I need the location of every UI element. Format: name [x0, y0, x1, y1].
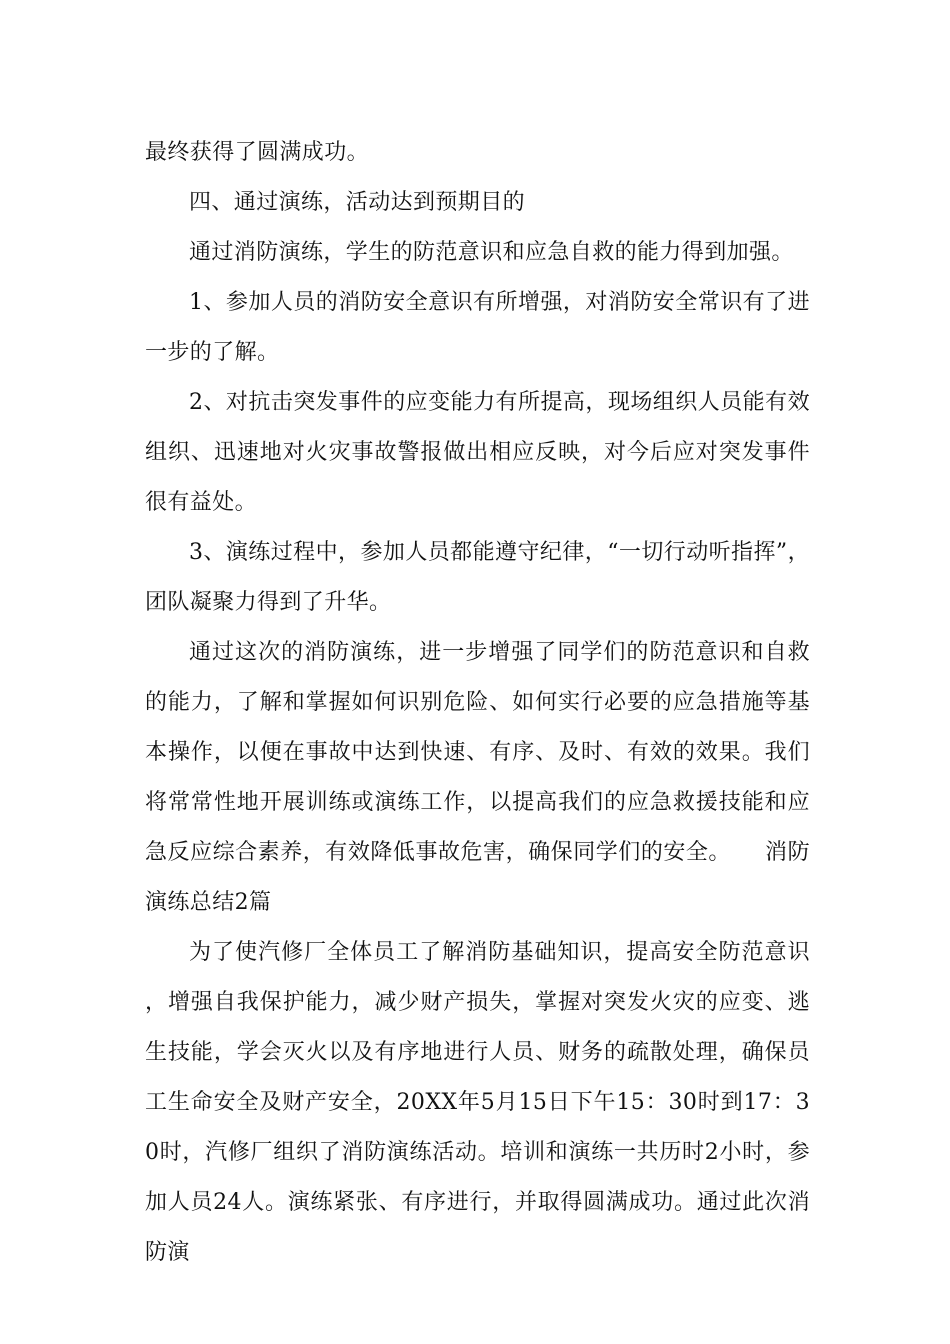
list-item-3: 3、演练过程中，参加人员都能遵守纪律，“一切行动听指挥”，团队凝聚力得到了升华。 — [145, 540, 810, 615]
paragraph-8: 为了使汽修厂全体员工了解消防基础知识，提高安全防范意识，增强自我保护能力，减少财产损失，掌握对突发火灾的应变、逃生技能，学会灭火以及有序地进行人员、财务的疏散处理，确保员工生命安全及财产安全，20XX年5月15日下午15：30时到17：30时，汽修厂组织了消防演练活动。培训和演练一共历时2小时，参加人员24人。演练紧张、有序进行，并取得圆满成功。通过此次消防演 — [145, 940, 810, 1265]
paragraph-3: 通过消防演练，学生的防范意识和应急自救的能力得到加强。 — [189, 240, 794, 265]
paragraph-1: 最终获得了圆满成功。 — [145, 140, 370, 165]
section-heading-4: 四、通过演练，活动达到预期目的 — [189, 190, 526, 215]
document-body — [145, 128, 810, 1278]
paragraph-7: 通过这次的消防演练，进一步增强了同学们的防范意识和自救的能力，了解和掌握如何识别危险、如何实行必要的应急措施等基本操作，以便在事故中达到快速、有序、及时、有效的效果。我们将常常性地开展训练或演练工作，以提高我们的应急救援技能和应急反应综合素养，有效降低事故危害，确保同学们的安全。 消防演练总结2篇 — [145, 640, 810, 915]
list-item-1: 1、参加人员的消防安全意识有所增强，对消防安全常识有了进一步的了解。 — [145, 290, 810, 365]
list-item-2: 2、对抗击突发事件的应变能力有所提高，现场组织人员能有效组织、迅速地对火灾事故警报做出相应反映，对今后应对突发事件很有益处。 — [145, 390, 810, 515]
